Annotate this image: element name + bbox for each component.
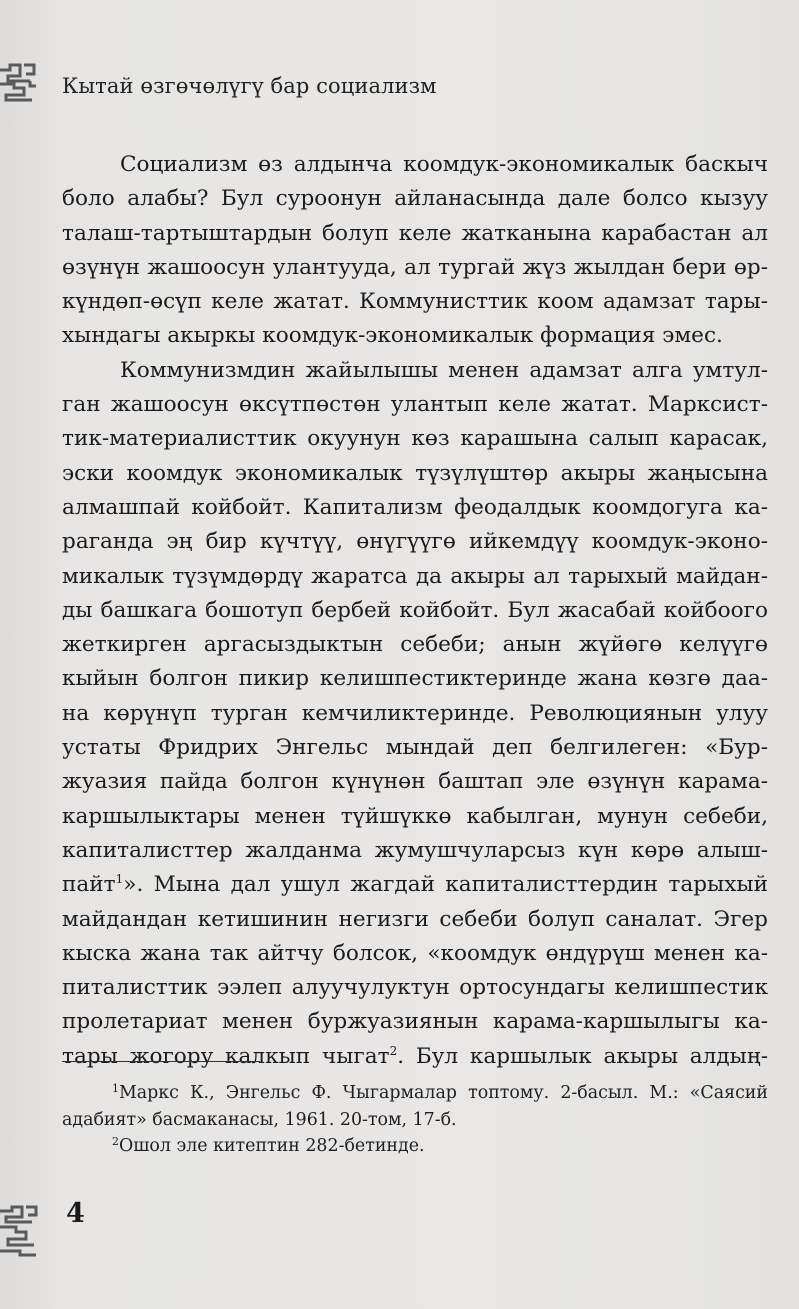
text-fragment: пайт (62, 872, 116, 898)
text-line: хындагы акыркы коомдук-экономикалык формация эмес. (62, 323, 723, 349)
text-line: устаты Фридрих Энгельс мындай деп белгилеген: «Бур- (62, 735, 768, 761)
text-fragment: ». Мына дал ушул жагдай капиталисттердин тарыхый (123, 872, 768, 898)
text-line: майдандан кетишинин негизги себеби болуп саналат. Эгер (62, 906, 768, 932)
footnote-1 (62, 1080, 768, 1107)
text-line: жуазия пайда болгон күнүнөн баштап эле өзүнүн карама- (62, 769, 768, 795)
text-fragment: . Бул каршылык акыры алдың- (397, 1043, 769, 1069)
text-line: капиталисттер жалданма жумушчуларсыз күн көрө алыш- (62, 837, 768, 863)
footnote-mark: 1 (115, 872, 124, 887)
text-line: эски коомдук экономикалык түзүлүштөр акыры жаңысына (62, 460, 768, 486)
ornament-bottom-icon (0, 1205, 44, 1257)
running-head: Кытай өзгөчөлүгү бар социализм (62, 74, 437, 98)
text-line: ды башкага бошотуп бербей койбойт. Бул жасабай койбоого (62, 597, 768, 623)
text-line: кыйын болгон пикир келишпестиктеринде жана көзгө даа- (62, 666, 768, 692)
text-line: Коммунизмдин жайылышы менен адамзат алга умтул- (120, 357, 768, 383)
text-line: ган жашоосун өксүтпөстөн улантып келе жатат. Марксист- (62, 392, 768, 418)
text-line: кыска жана так айтчу болсок, «коомдук өндүрүш менен ка- (62, 940, 768, 966)
text-line: каршылыктары менен түйшүккө кабылган, мунун себеби, (62, 803, 768, 829)
text-line: тик-материалисттик окуунун көз карашына салып карасак, (62, 426, 768, 452)
text-line-with-footnote (62, 1040, 768, 1074)
text-line: раганда эң бир күчтүү, өнүгүүгө ийкемдүү коомдук-эконо- (62, 529, 768, 555)
page-number: 4 (66, 1198, 85, 1229)
footnote-divider (62, 1061, 260, 1062)
text-line: боло алабы? Бул суроонун айланасында дале болсо кызуу (62, 186, 768, 212)
text-line: на көрүнүп турган кемчиликтеринде. Революциянын улуу (62, 700, 768, 726)
text-line: микалык түзүмдөрдү жаратса да акыры ал тарыхый майдан- (62, 563, 768, 589)
text-line-with-footnote (62, 868, 768, 902)
text-line: жеткирген аргасыздыктын себеби; анын жүйөгө келүүгө (62, 632, 768, 658)
footnote-mark: 2 (389, 1043, 398, 1058)
footnote-1-cont: адабият» басмаканасы, 1961. 20-том, 17-б. (62, 1109, 457, 1130)
footnote-text: Маркс К., Энгельс Ф. Чыгармалар топтому. 2-басыл. М.: «Саясий (119, 1083, 768, 1103)
footnotes (62, 1080, 768, 1160)
text-line: алмашпай койбойт. Капитализм феодалдык коомдогуга ка- (62, 494, 768, 520)
text-line: Социализм өз алдынча коомдук-экономикалык баскыч (120, 152, 768, 177)
text-line: күндөп-өсүп келе жатат. Коммунисттик коом адамзат тары- (62, 289, 768, 315)
footnote-text: Ошол эле китептин 282-бетинде. (119, 1136, 425, 1156)
text-line: пролетариат менен буржуазиянын карама-каршылыгы ка- (62, 1009, 768, 1035)
footnote-mark: 2 (112, 1135, 119, 1148)
ornament-top-icon (0, 62, 44, 106)
text-line: талаш-тартыштардын болуп келе жатканына карабастан ал (62, 220, 768, 246)
footnote-2 (62, 1133, 768, 1160)
text-line: питалисттик ээлеп алуучулуктун ортосундагы келишпестик (62, 975, 768, 1001)
footnote-mark: 1 (112, 1082, 119, 1095)
body-text (62, 148, 768, 1074)
text-line: өзүнүн жашоосун улантууда, ал тургай жүз жылдан бери өр- (62, 254, 768, 280)
text-fragment: тары жогору калкып чыгат (62, 1043, 390, 1069)
